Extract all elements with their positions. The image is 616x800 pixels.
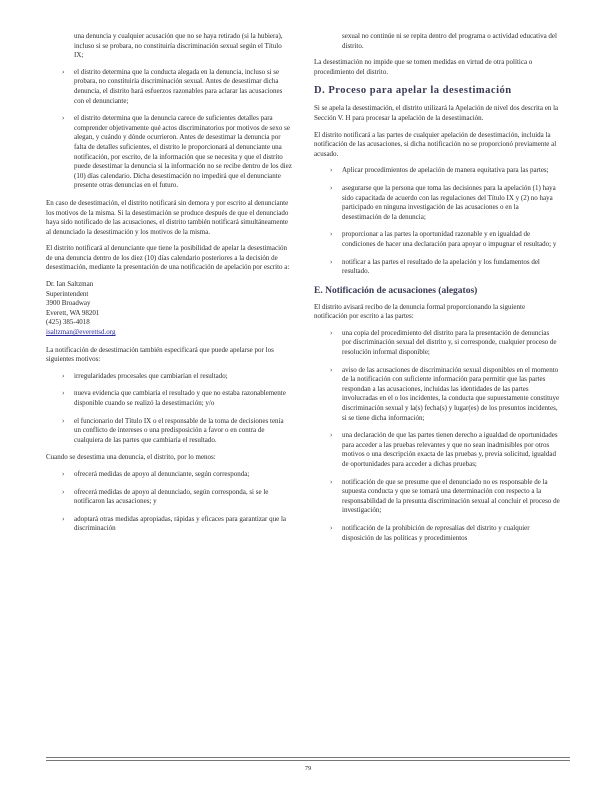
section-heading-e: E. Notificación de acusaciones (alegatos) [314,285,478,296]
list-item: › aviso de las acusaciones de discriminación sexual disponibles en el momento de la notificación con suficiente información para permitir que las partes respondan a las acusaciones, incluidas las identidades de las partes involucradas en el o los incidentes, la conducta que supuestamente constituye discriminación sexual y la(s) fecha(s) y lugar(es) de los presuntos incidentes, si se tiene dicha información; [314,366,560,424]
contact-name: Dr. Ian Saltzman [46,280,94,289]
list-item: › adoptará otras medidas apropiadas, rápidas y eficaces para garantizar que la discriminación [46,515,292,534]
appeal-notification-paragraph: El distrito notificará a las partes de cualquier apelación de desestimación, incluida la notificación de las acusaciones, si dicha notificación no se proporcionó previamente al acusado. [314,130,557,158]
appeal-right-paragraph: El distrito notificará al denunciante que tiene la posibilidad de apelar la desestimación de una denuncia dentro de los diez (10) días calendario posteriores a la decisión de desestimación, mediante la presentación de una notificación de apelación por escrito a: [46,244,290,272]
contact-email-link[interactable]: isaltzman@everettsd.org [46,328,116,337]
section-heading-d: D. Proceso para apelar la desestimación [314,85,512,97]
appeal-contact-block [46,280,292,338]
left-continuation-text: una denuncia y cualquier acusación que no se haya retirado (si la hubiera), incluso si se probara, no constituiría discriminación sexual según el Título IX; [74,32,283,60]
right-continuation-text: sexual no continúe ni se repita dentro del programa o actividad educativa del distrito. [342,32,557,50]
left-column [46,32,292,542]
dismissal-notice-paragraph: En caso de desestimación, el distrito notificará sin demora y por escrito al denunciante los motivos de la misma. Si la desestimación se produce después de que el denunciado haya sido notificado de las acusaciones, el distrito también notificará simultáneamente al denunciado la desestimación y los motivos de la misma. [46,198,289,236]
right-column [314,32,560,551]
contact-city: Everett, WA 98201 [46,308,100,317]
footer-divider [46,757,570,758]
list-item: › proporcionar a las partes la oportunidad razonable y en igualdad de condiciones de hacer una declaración para apoyar o impugnar el resultado; y [314,230,560,249]
list-item: › irregularidades procesales que cambiarían el resultado; [46,372,292,382]
appeal-grounds-paragraph: La notificación de desestimación también especificará que puede apelarse por los siguientes motivos: [46,345,274,364]
list-item: › notificar a las partes el resultado de la apelación y los fundamentos del resultado. [314,258,560,277]
list-item: › el funcionario del Título IX o el responsable de la toma de decisiones tenía un conflicto de intereses o una predisposición a favor o en contra de cualquiera de las partes que cambiaría el resultado. [46,417,292,446]
list-item: › ofrecerá medidas de apoyo al denunciante, según corresponda; [46,470,292,480]
dismissal-actions-paragraph: Cuando se desestima una denuncia, el distrito, por lo menos: [46,453,216,462]
footer-divider [46,760,570,761]
contact-title: Superintendent [46,289,89,298]
contact-phone: (425) 385-4018 [46,318,90,327]
formal-complaint-paragraph: El distrito avisará recibo de la denuncia formal proporcionando la siguiente notificación por escrito a las partes: [314,302,526,321]
contact-street: 3900 Broadway [46,299,91,308]
list-item: › nueva evidencia que cambiaría el resultado y que no estaba razonablemente disponible cuando se realizó la desestimación; y/o [46,389,292,408]
list-item: › ofrecerá medidas de apoyo al denunciado, según corresponda, si se le notificaron las acusaciones; y [46,488,292,507]
list-item: › una declaración de que las partes tienen derecho a igualdad de oportunidades para acceder a las pruebas relevantes y que no sean inadmisibles por otros motivos o una descripción exacta de las pruebas y, previa solicitud, igualdad de oportunidades para acceder a dichas pruebas; [314,431,560,469]
list-item: › Aplicar procedimientos de apelación de manera equitativa para las partes; [314,166,560,176]
list-item: › el distrito determina que la conducta alegada en la denuncia, incluso si se probara, no constituiría discriminación sexual. Antes de desestimar dicha denuncia, el distrito hará esfuerzos razonables para aclarar las acusaciones con el denunciante; [46,68,292,106]
list-item: › asegurarse que la persona que toma las decisiones para la apelación (1) haya sido capacitada de acuerdo con las regulaciones del Título IX y (2) no haya participado en ninguna investigación de las acusaciones o en la desestimación de la denuncia; [314,184,560,222]
appeal-process-paragraph: Si se apela la desestimación, el distrito utilizará la Apelación de nivel dos descrita en la Sección V. H para procesar la apelación de la desestimación. [314,104,559,122]
list-item: › una copia del procedimiento del distrito para la presentación de denuncias por discriminación sexual del distrito y, si corresponde, cualquier proceso de resolución informal disponible; [314,329,560,358]
list-item: › notificación de la prohibición de represalias del distrito y cualquier disposición de las políticas y procedimientos [314,524,560,543]
page-number: 79 [304,765,312,772]
list-item: › el distrito determina que la denuncia carece de suficientes detalles para comprender objetivamente qué actos discriminatorios por motivos de sexo se alegan, y cuándo y dónde ocurrieron. Antes de desestimar la denuncia por falta de detalles suficientes, el distrito le proporcionará al denunciante una notificación, por escrito, de la información que se necesita y que el distrito puede desestimar la denuncia si la información no se recibe dentro de los diez (10) días calendario. Dicha desestimación no impedirá que el denunciante presente otras denuncias en el futuro. [46,114,292,191]
dismissal-other-policy-paragraph: La desestimación no impide que se tomen medidas en virtud de otra política o procedimiento del distrito. [314,58,533,76]
list-item: › notificación de que se presume que el denunciado no es responsable de la supuesta conducta y que se tomará una determinación con respecto a la responsabilidad de la presunta discriminación sexual al concluir el proceso de investigación; [314,478,560,516]
